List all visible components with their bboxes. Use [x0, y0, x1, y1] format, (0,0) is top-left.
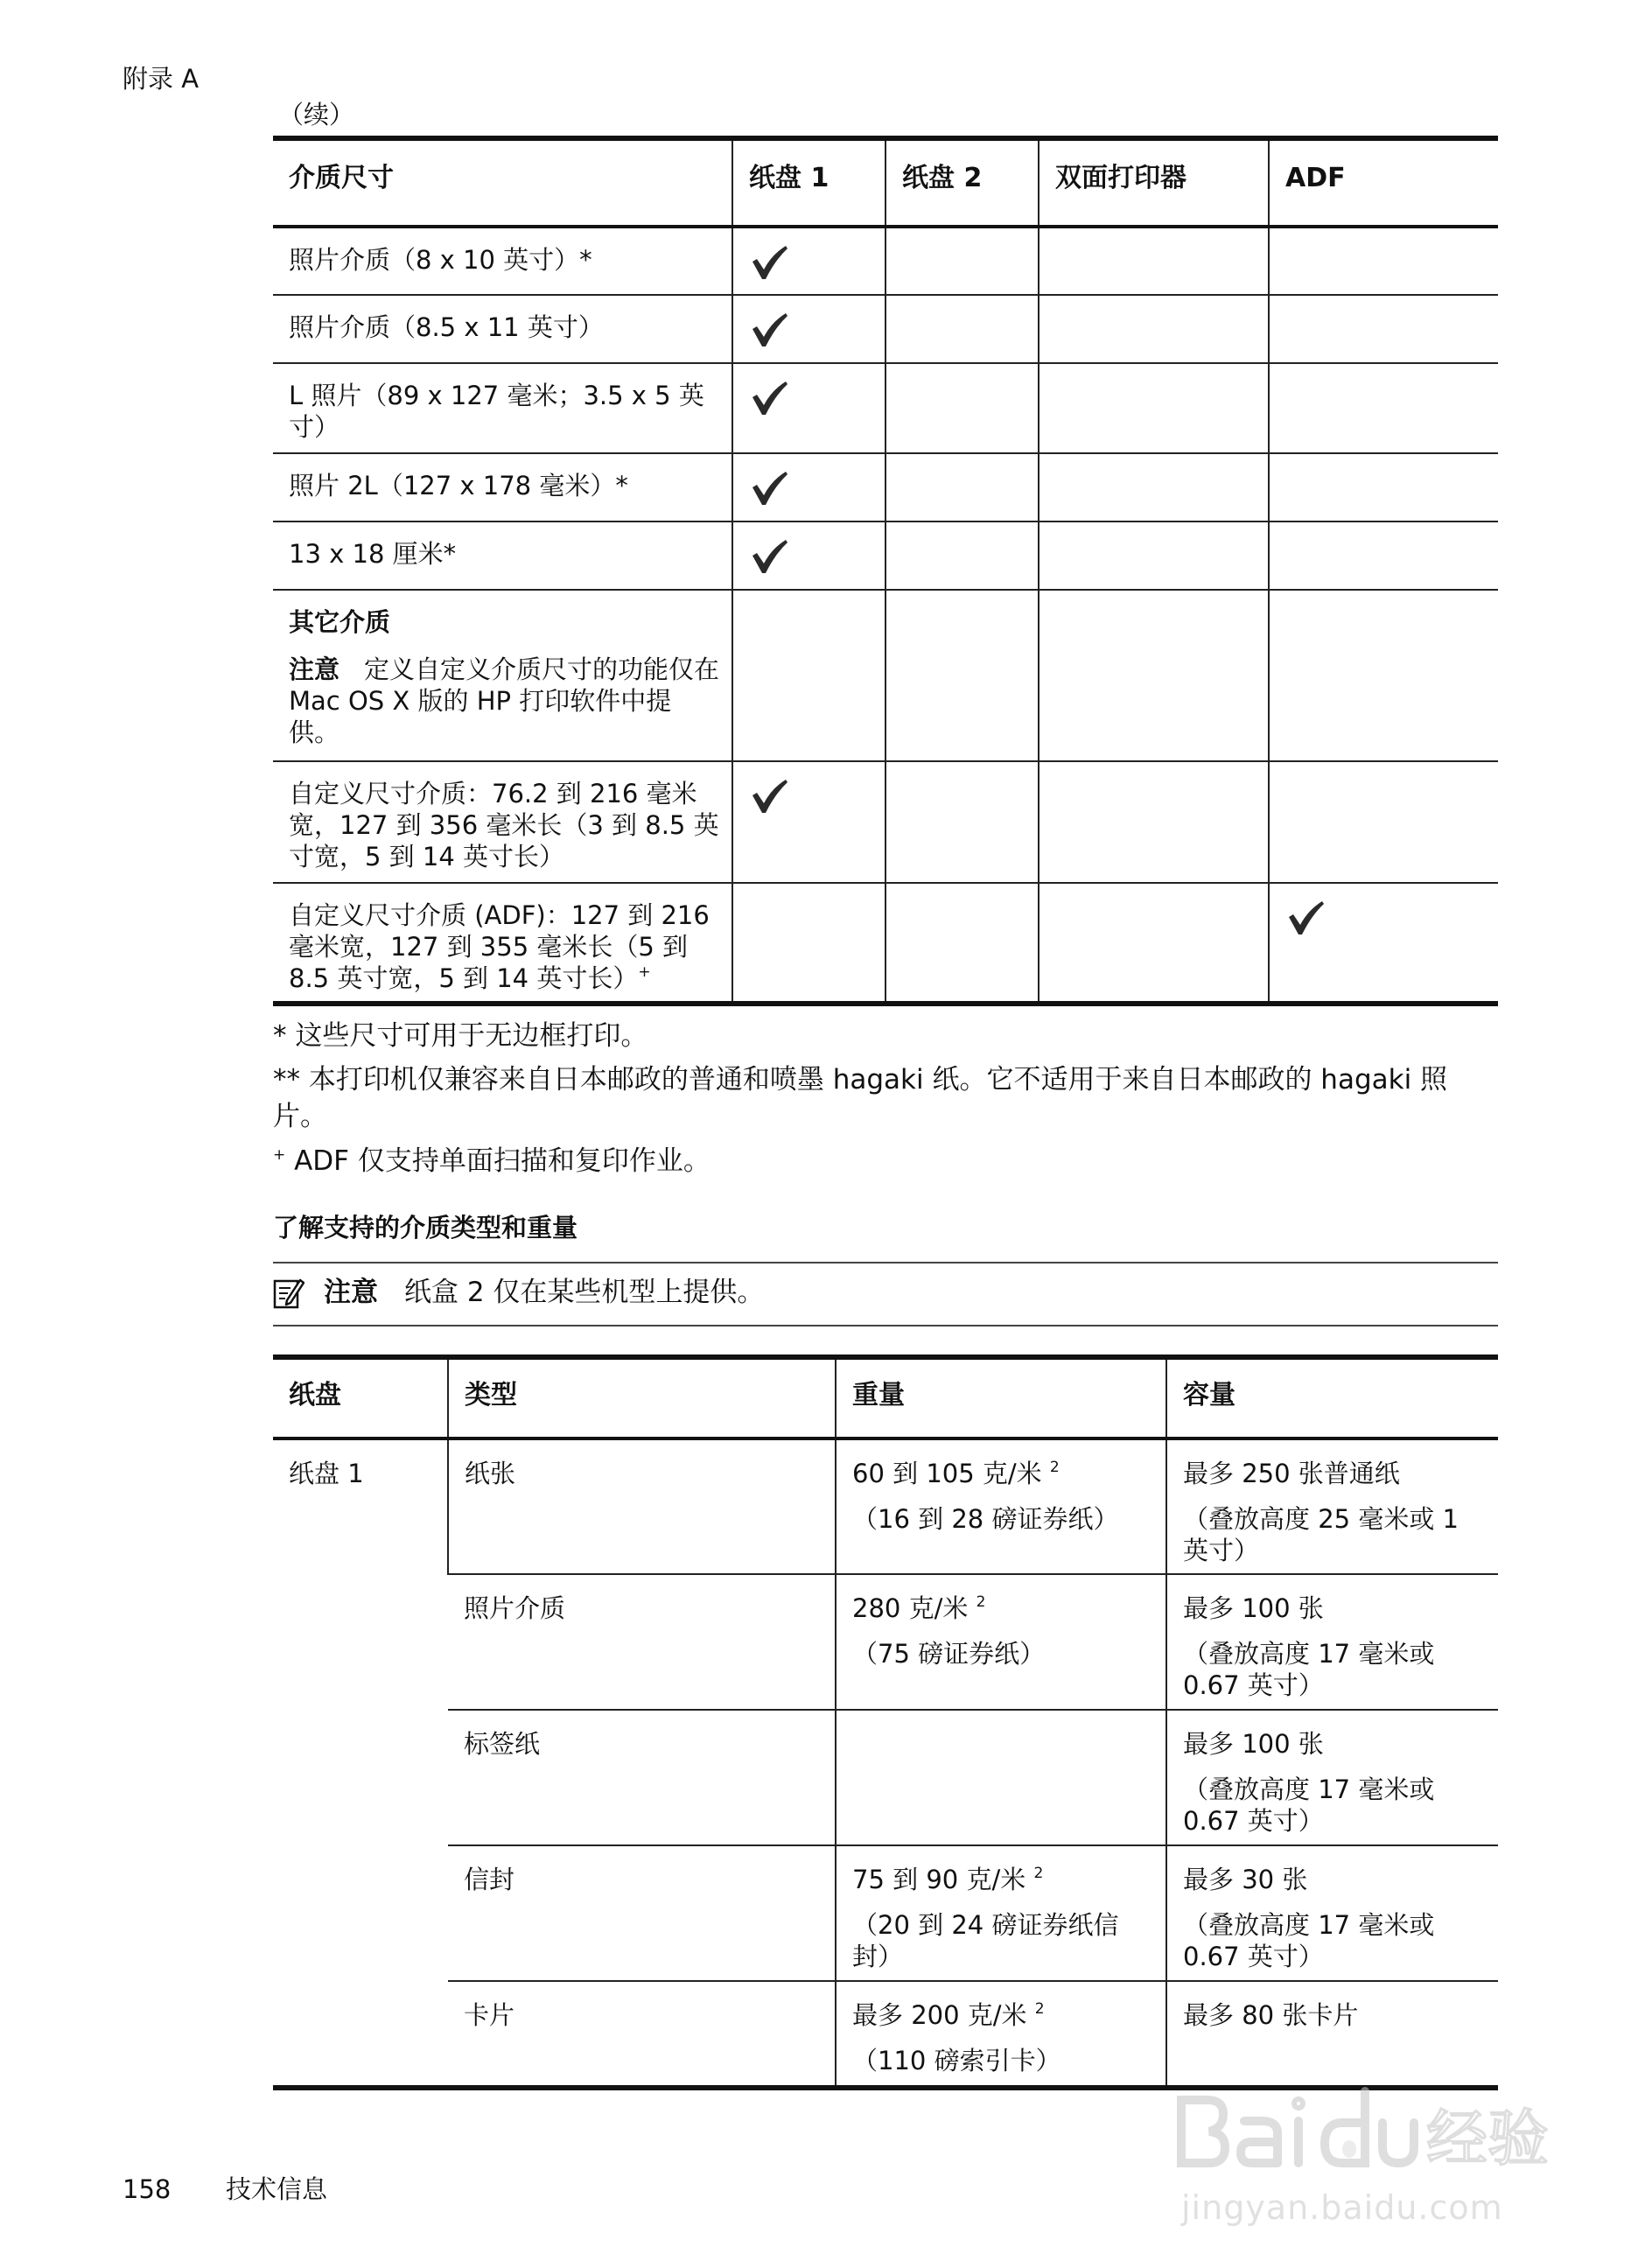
capacity: 最多 100 张: [1183, 1729, 1324, 1759]
checkmark-icon: [749, 310, 789, 350]
weight-imperial: （75 磅证券纸）: [852, 1639, 1046, 1669]
table-row: [273, 1438, 1498, 1574]
table-row: [273, 295, 1498, 363]
checkmark-icon: [749, 776, 789, 816]
plus-mark: +: [273, 1146, 286, 1164]
col-header-tray2: 纸盘 2: [886, 138, 1039, 227]
media-type: 纸张: [465, 1459, 516, 1488]
footnote-star: * 这些尺寸可用于无边框打印。: [273, 1020, 648, 1052]
col-header-weight: 重量: [836, 1357, 1166, 1438]
checkmark-icon: [1285, 898, 1488, 938]
table-row: [273, 1845, 1498, 1981]
media-type: 标签纸: [464, 1729, 541, 1759]
weight-metric: [852, 1458, 1155, 1489]
col-header-media-size: 介质尺寸: [273, 138, 732, 227]
table-row: [273, 363, 1498, 453]
page-number: 158: [122, 2174, 172, 2204]
col-header-capacity: 容量: [1166, 1357, 1498, 1438]
note-label: 注意: [324, 1277, 378, 1308]
col-header-type: 类型: [448, 1357, 836, 1438]
baidu-logo-icon: [1164, 2065, 1575, 2188]
stack-height: （叠放高度 25 毫米或 1 英寸）: [1183, 1504, 1460, 1565]
checkmark-icon: [749, 378, 874, 418]
col-header-tray1: 纸盘 1: [732, 138, 886, 227]
continued-label: （续）: [278, 100, 355, 130]
stack-height: （叠放高度 17 毫米或 0.67 英寸）: [1183, 1639, 1435, 1700]
media-size-label: 照片介质（8 x 10 英寸）*: [289, 245, 592, 275]
superscript: 2: [976, 1593, 986, 1611]
table-row: [273, 1710, 1498, 1845]
plus-footnote-mark: +: [638, 963, 651, 981]
superscript: 2: [1033, 1865, 1044, 1882]
note-text: 纸盒 2 仅在某些机型上提供。: [404, 1277, 765, 1308]
checkmark-icon: [749, 536, 789, 577]
appendix-label: 附录 A: [122, 64, 200, 94]
watermark-text: 经验: [1426, 2103, 1549, 2174]
other-media-heading: 其它介质: [289, 607, 391, 637]
baidu-watermark: [1164, 2065, 1575, 2240]
media-size-label-text: 自定义尺寸介质 (ADF)：127 到 216 毫米宽，127 到 355 毫米长（5 到 8.5 英寸宽，5 到 14 英寸长）: [289, 900, 710, 993]
weight-metric-text: 280 克/米: [852, 1593, 969, 1623]
tray-name: 纸盘 1: [289, 1459, 364, 1488]
col-header-tray: 纸盘: [273, 1357, 448, 1438]
media-type: 卡片: [464, 2000, 515, 2030]
stack-height: （叠放高度 17 毫米或 0.67 英寸）: [1183, 1910, 1435, 1971]
weight-imperial: （110 磅索引卡）: [852, 2046, 1061, 2076]
capacity: 最多 100 张: [1183, 1593, 1324, 1623]
media-size-label: 自定义尺寸介质：76.2 到 216 毫米宽，127 到 356 毫米长（3 到 8.5 英寸宽，5 到 14 英寸长）: [289, 779, 719, 872]
table-row: [273, 1574, 1498, 1710]
checkmark-icon: [749, 378, 789, 418]
superscript: 2: [1034, 2000, 1045, 2018]
weight-imperial: （20 到 24 磅证券纸信封）: [852, 1910, 1119, 1971]
section-subheading: 了解支持的介质类型和重量: [273, 1213, 578, 1242]
checkmark-icon: [749, 468, 874, 508]
table-row: [273, 590, 1498, 761]
stack-height: （叠放高度 17 毫米或 0.67 英寸）: [1183, 1774, 1435, 1836]
checkmark-icon: [749, 536, 874, 577]
table-header-row: [273, 1357, 1498, 1438]
col-header-duplexer: 双面打印器: [1039, 138, 1269, 227]
capacity: 最多 250 张普通纸: [1183, 1459, 1400, 1488]
media-size-label: 照片介质（8.5 x 11 英寸）: [289, 312, 604, 342]
weight-metric: [852, 1592, 1155, 1624]
footnote-double-star: ** 本打印机仅兼容来自日本邮政的普通和喷墨 hagaki 纸。它不适用于来自日本邮政的 hagaki 照片。: [273, 1064, 1448, 1132]
media-size-label: 13 x 18 厘米*: [289, 539, 457, 569]
note-box: [273, 1262, 1498, 1326]
table-row: [273, 453, 1498, 522]
media-type: 照片介质: [464, 1593, 566, 1623]
section-name: 技术信息: [226, 2174, 328, 2204]
superscript: 2: [1049, 1459, 1060, 1476]
weight-metric-text: 60 到 105 克/米: [852, 1459, 1042, 1488]
capacity: 最多 80 张卡片: [1183, 2000, 1359, 2030]
media-type-weight-table: [273, 1354, 1498, 2090]
watermark-url: jingyan.baidu.com: [1181, 2188, 1503, 2227]
footnote-plus-text: ADF 仅支持单面扫描和复印作业。: [285, 1145, 710, 1177]
note-label: 注意: [289, 654, 340, 684]
capacity: 最多 30 张: [1183, 1865, 1308, 1894]
weight-metric-text: 最多 200 克/米: [852, 2000, 1027, 2030]
note-text: 定义自定义介质尺寸的功能仅在 Mac OS X 版的 HP 打印软件中提供。: [289, 654, 720, 747]
table-row: [273, 883, 1498, 1004]
media-size-label: L 照片（89 x 127 毫米；3.5 x 5 英寸）: [289, 381, 704, 442]
note-pencil-icon: [273, 1276, 304, 1309]
table-header-row: [273, 138, 1498, 227]
note-content: [324, 1276, 764, 1310]
weight-imperial: （16 到 28 磅证券纸）: [852, 1504, 1119, 1534]
checkmark-icon: [749, 310, 874, 350]
weight-metric: [852, 1864, 1155, 1895]
media-type: 信封: [464, 1865, 515, 1894]
checkmark-icon: [1285, 898, 1326, 938]
weight-metric-text: 75 到 90 克/米: [852, 1865, 1026, 1894]
media-size-table: [273, 136, 1498, 1006]
checkmark-icon: [749, 776, 874, 816]
checkmark-icon: [749, 242, 789, 283]
media-size-label: 照片 2L（127 x 178 毫米）*: [289, 471, 628, 500]
media-size-label: [289, 900, 721, 994]
weight-metric: [852, 1999, 1155, 2031]
checkmark-icon: [749, 468, 789, 508]
other-media-note: [289, 654, 721, 748]
table-row: [273, 227, 1498, 295]
table-row: [273, 522, 1498, 590]
footnote-plus: [273, 1143, 1498, 1180]
col-header-adf: ADF: [1269, 138, 1498, 227]
checkmark-icon: [749, 242, 874, 283]
table-row: [273, 761, 1498, 883]
